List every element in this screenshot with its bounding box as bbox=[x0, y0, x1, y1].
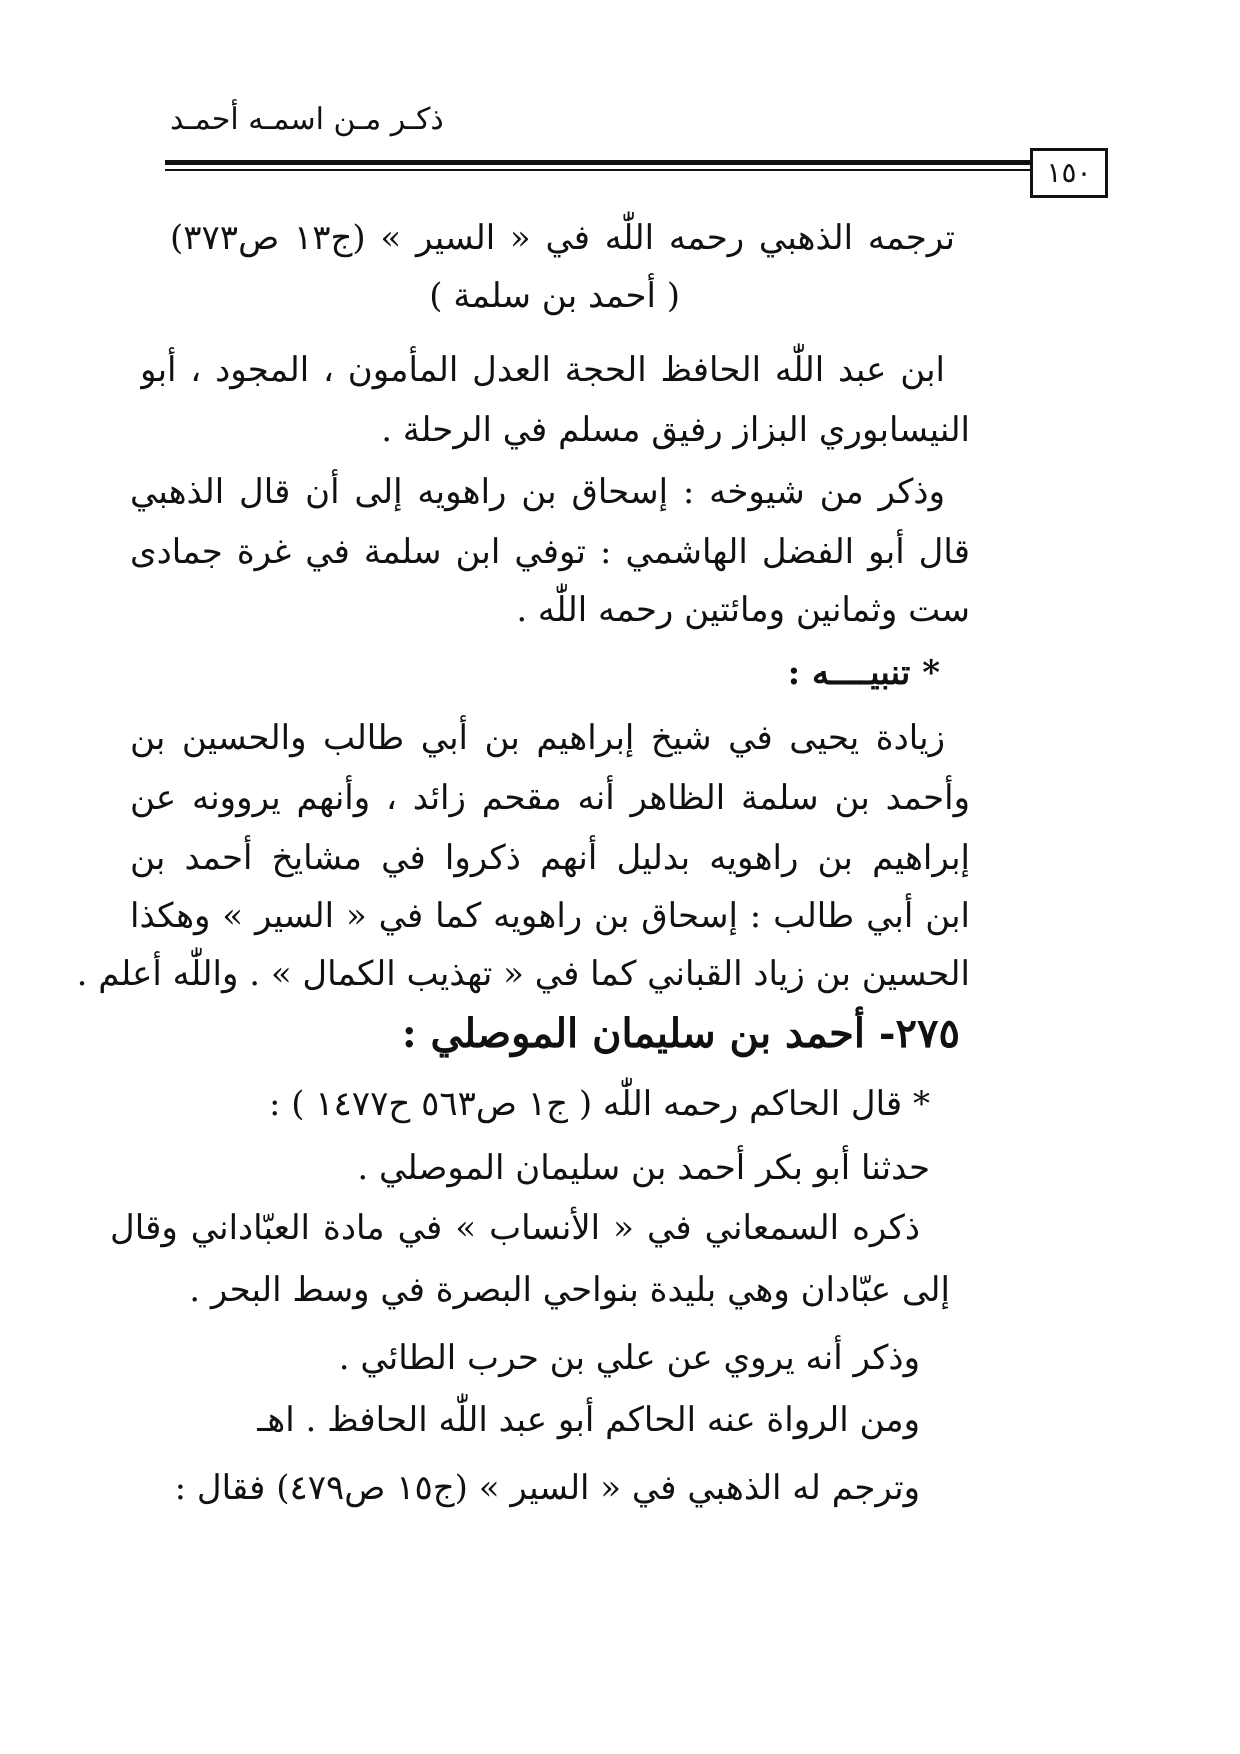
text-line: ست وثمانين ومائتين رحمه اللّٰه . bbox=[516, 590, 970, 630]
text-line: * قال الحاكم رحمه اللّٰه ( ج١ ص٥٦٣ ح١٤٧٧ ) : bbox=[268, 1084, 930, 1124]
text-line: ابن عبد اللّٰه الحافظ الحجة العدل المأمون ، المجود ، أبو bbox=[140, 350, 945, 390]
text-line: إبراهيم بن راهويه بدليل أنهم ذكروا في مشايخ أحمد بن bbox=[130, 838, 970, 878]
section-title: ( أحمد بن سلمة ) bbox=[429, 276, 680, 316]
entry-heading: ٢٧٥- أحمد بن سليمان الموصلي : bbox=[401, 1010, 960, 1057]
text-line: وأحمد بن سلمة الظاهر أنه مقحم زائد ، وأنهم يروونه عن bbox=[130, 778, 970, 818]
text-line: إلى عبّادان وهي بليدة بنواحي البصرة في وسط البحر . bbox=[189, 1270, 950, 1310]
text-line: زيادة يحيى في شيخ إبراهيم بن أبي طالب والحسين بن bbox=[130, 718, 945, 758]
text-line: ترجمه الذهبي رحمه اللّٰه في « السير » (ج١٣ ص٣٧٣) bbox=[170, 218, 955, 258]
page-number: ١٥٠ bbox=[1030, 148, 1108, 198]
header-rule-thick bbox=[165, 160, 1035, 165]
text-line: حدثنا أبو بكر أحمد بن سليمان الموصلي . bbox=[357, 1148, 930, 1188]
text-line: الحسين بن زياد القباني كما في « تهذيب الكمال » . واللّٰه أعلم . bbox=[76, 954, 970, 994]
text-line: وذكر من شيوخه : إسحاق بن راهويه إلى أن قال الذهبي bbox=[130, 472, 945, 512]
note-heading: * تنبيــــه : bbox=[787, 653, 940, 693]
text-line: ومن الرواة عنه الحاكم أبو عبد اللّٰه الحافظ . اهـ bbox=[257, 1400, 920, 1440]
header-rule-thin bbox=[165, 169, 1035, 171]
text-line: قال أبو الفضل الهاشمي : توفي ابن سلمة في غرة جمادى bbox=[130, 532, 970, 572]
text-line: ذكره السمعاني في « الأنساب » في مادة العبّاداني وقال bbox=[110, 1208, 920, 1248]
text-line: النيسابوري البزاز رفيق مسلم في الرحلة . bbox=[381, 410, 970, 450]
text-line: وترجم له الذهبي في « السير » (ج١٥ ص٤٧٩) فقال : bbox=[174, 1468, 920, 1508]
text-line: وذكر أنه يروي عن علي بن حرب الطائي . bbox=[338, 1338, 920, 1378]
text-line: ابن أبي طالب : إسحاق بن راهويه كما في « السير » وهكذا bbox=[130, 896, 970, 936]
running-title: ذكـر مـن اسمـه أحمـد bbox=[170, 102, 444, 137]
